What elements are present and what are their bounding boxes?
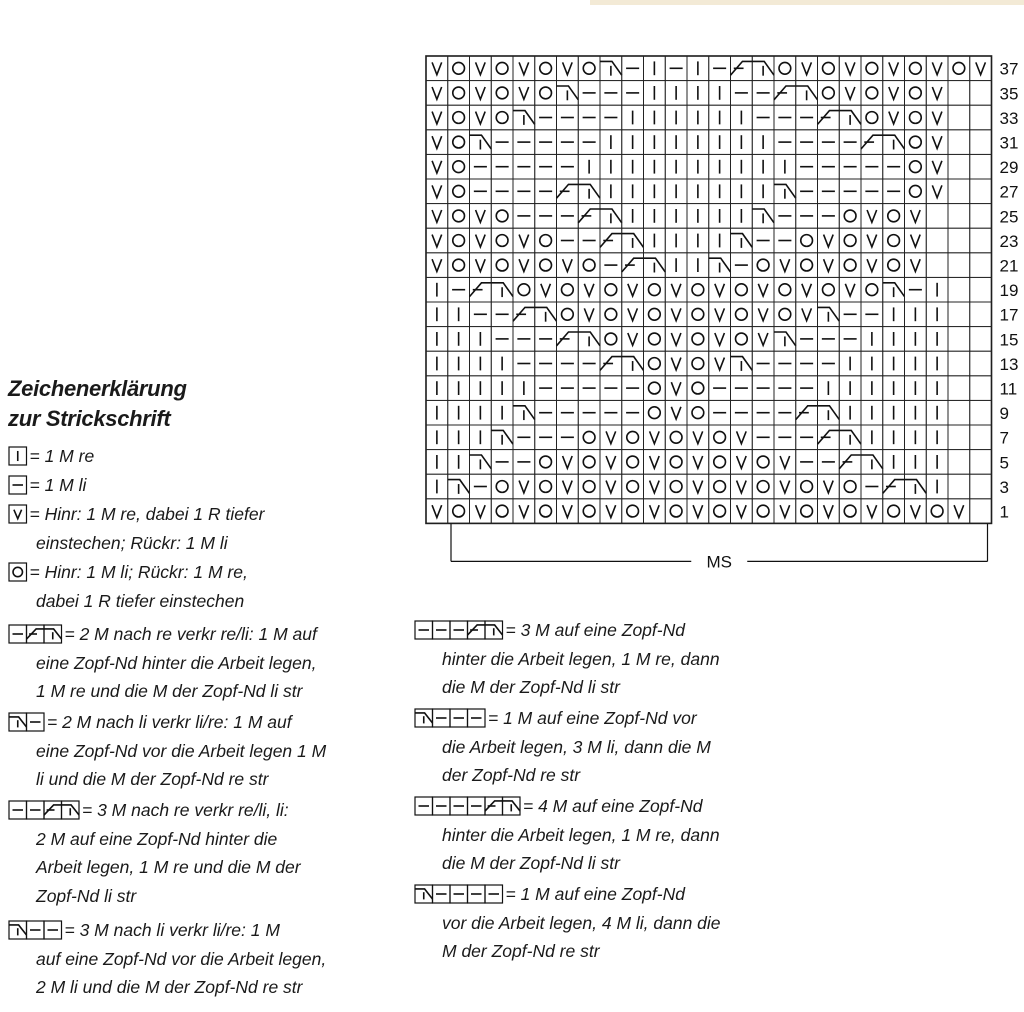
legend-text-line: li und die M der Zopf-Nd re str (36, 769, 269, 790)
legend-text-line (8, 796, 301, 825)
row-number-label: 1 (999, 502, 1009, 522)
row-number-label: 23 (999, 231, 1019, 251)
legend-purl-item (8, 471, 86, 500)
legend-title-line1: Zeichenerklärung (8, 376, 187, 401)
legend-cable-4-left-a-item (414, 704, 711, 790)
legend-title-line2: zur Strickschrift (8, 406, 171, 431)
legend-text-line (8, 558, 248, 587)
legend-slip-o-item (8, 558, 248, 615)
legend-text-line (414, 704, 711, 733)
cable-right-leg-symbol (415, 889, 433, 899)
legend-cable-5-right-item (414, 792, 720, 878)
row-number-label: 27 (999, 182, 1019, 202)
legend-text: = Hinr: 1 M li; Rückr: 1 M re, (29, 562, 248, 582)
legend-text-line: eine Zopf-Nd hinter die Arbeit legen, (36, 652, 317, 673)
legend-text-line: die M der Zopf-Nd li str (442, 677, 620, 698)
row-number-label: 29 (999, 158, 1019, 178)
legend-text-line (414, 880, 721, 909)
legend-text-line: eine Zopf-Nd vor die Arbeit legen 1 M (36, 740, 327, 761)
legend-text: = Hinr: 1 M re, dabei 1 R tiefer (29, 504, 265, 524)
legend-cable-2-right-item (8, 620, 317, 706)
cable-left-leg-symbol (44, 805, 62, 815)
legend-slip-v-item (8, 500, 264, 557)
legend-symbol-icon (414, 620, 504, 640)
legend-text: = 1 M li (29, 475, 87, 495)
legend-symbol-icon (8, 504, 28, 524)
legend-text: = 2 M nach li verkr li/re: 1 M auf (47, 712, 292, 732)
legend-text-line (8, 916, 326, 945)
sl-st-o-symbol (13, 567, 22, 576)
legend-symbol-icon (8, 712, 45, 732)
legend-cable-2-left-item (8, 708, 326, 794)
knitting-chart (420, 52, 1020, 582)
legend-text-line (8, 620, 317, 649)
legend-text-line: Zopf-Nd li str (36, 885, 137, 906)
legend-text: = 1 M auf eine Zopf-Nd (505, 884, 685, 904)
legend-symbol-icon (8, 624, 63, 644)
row-number-label: 33 (999, 108, 1019, 128)
legend-text-line: hinter die Arbeit legen, 1 M re, dann (442, 824, 720, 845)
row-number-label: 35 (999, 84, 1019, 104)
legend-text-line: dabei 1 R tiefer einstechen (36, 590, 245, 611)
row-number-label: 21 (999, 256, 1019, 276)
legend-text-line (8, 708, 326, 737)
legend-symbol-icon (8, 446, 28, 466)
legend-text-line (414, 792, 720, 821)
cable-left-leg-symbol (485, 801, 503, 811)
legend-text-line: vor die Arbeit legen, 4 M li, dann die (442, 912, 721, 933)
legend-symbol-icon (414, 796, 521, 816)
cable-left-leg-symbol (468, 625, 486, 635)
row-number-label: 3 (999, 477, 1009, 497)
legend-text: = 3 M nach li verkr li/re: 1 M (64, 920, 280, 940)
row-number-label: 9 (999, 404, 1009, 424)
cable-right-leg-symbol (503, 801, 521, 811)
legend-symbol-icon (414, 708, 486, 728)
legend-text-line: M der Zopf-Nd re str (442, 941, 600, 962)
legend-text-line: auf eine Zopf-Nd vor die Arbeit legen, (36, 948, 327, 969)
legend-text-line: der Zopf-Nd re str (442, 765, 581, 786)
legend-cable-3-left-item (8, 916, 326, 1002)
row-number-label: 5 (999, 453, 1009, 473)
sl-st-v-symbol (14, 510, 22, 519)
legend-text: = 2 M nach re verkr re/li: 1 M auf (64, 624, 317, 644)
row-number-label: 7 (999, 428, 1009, 448)
legend-title (8, 374, 187, 434)
legend-text-line: Arbeit legen, 1 M re und die M der (36, 857, 301, 878)
legend-text-line: 1 M re und die M der Zopf-Nd li str (36, 681, 303, 702)
cable-right-leg-symbol (62, 805, 80, 815)
legend-cable-3-right-item (8, 796, 301, 910)
legend-text-line: einstechen; Rückr: 1 M li (36, 532, 228, 553)
row-number-label: 15 (999, 330, 1019, 350)
legend-cable-5-left-item (414, 880, 721, 966)
legend-text-line: 2 M auf eine Zopf-Nd hinter die (36, 828, 278, 849)
row-number-label: 17 (999, 305, 1019, 325)
legend-symbol-icon (8, 562, 28, 582)
legend-text-line (8, 471, 86, 500)
legend-text-line (8, 442, 94, 471)
cable-left-leg-symbol (27, 629, 45, 639)
legend-text-line: 2 M li und die M der Zopf-Nd re str (36, 977, 303, 998)
legend-cable-4-right-a-item (414, 616, 720, 702)
legend-text-line (8, 500, 264, 529)
legend-text-line: die Arbeit legen, 3 M li, dann die M (442, 736, 711, 757)
legend-symbol-icon (8, 920, 63, 940)
cable-right-leg-symbol (485, 625, 503, 635)
row-number-label: 31 (999, 133, 1019, 153)
legend-text-line (414, 616, 720, 645)
top-color-strip (590, 0, 1024, 5)
cable-right-leg-symbol (9, 925, 27, 935)
cable-right-leg-symbol (415, 713, 433, 723)
legend-knit-item (8, 442, 94, 471)
row-number-label: 37 (999, 59, 1019, 79)
legend-text-line: hinter die Arbeit legen, 1 M re, dann (442, 648, 720, 669)
legend-text: = 4 M auf eine Zopf-Nd (523, 796, 703, 816)
cable-right-leg-symbol (44, 629, 62, 639)
legend-text: = 1 M auf eine Zopf-Nd vor (488, 708, 697, 728)
ms-label: MS (706, 552, 732, 572)
legend-symbol-icon (8, 800, 80, 820)
cable-right-leg-symbol (9, 717, 27, 727)
legend-text: = 3 M nach re verkr re/li, li: (82, 800, 289, 820)
legend-symbol-icon (8, 475, 28, 495)
row-number-label: 13 (999, 354, 1019, 374)
row-number-label: 11 (999, 379, 1018, 399)
legend-text: = 3 M auf eine Zopf-Nd (505, 620, 685, 640)
row-number-label: 25 (999, 207, 1019, 227)
legend-text: = 1 M re (29, 446, 95, 466)
legend-text-line: die M der Zopf-Nd li str (442, 853, 620, 874)
row-number-label: 19 (999, 281, 1019, 301)
legend-symbol-icon (414, 884, 504, 904)
